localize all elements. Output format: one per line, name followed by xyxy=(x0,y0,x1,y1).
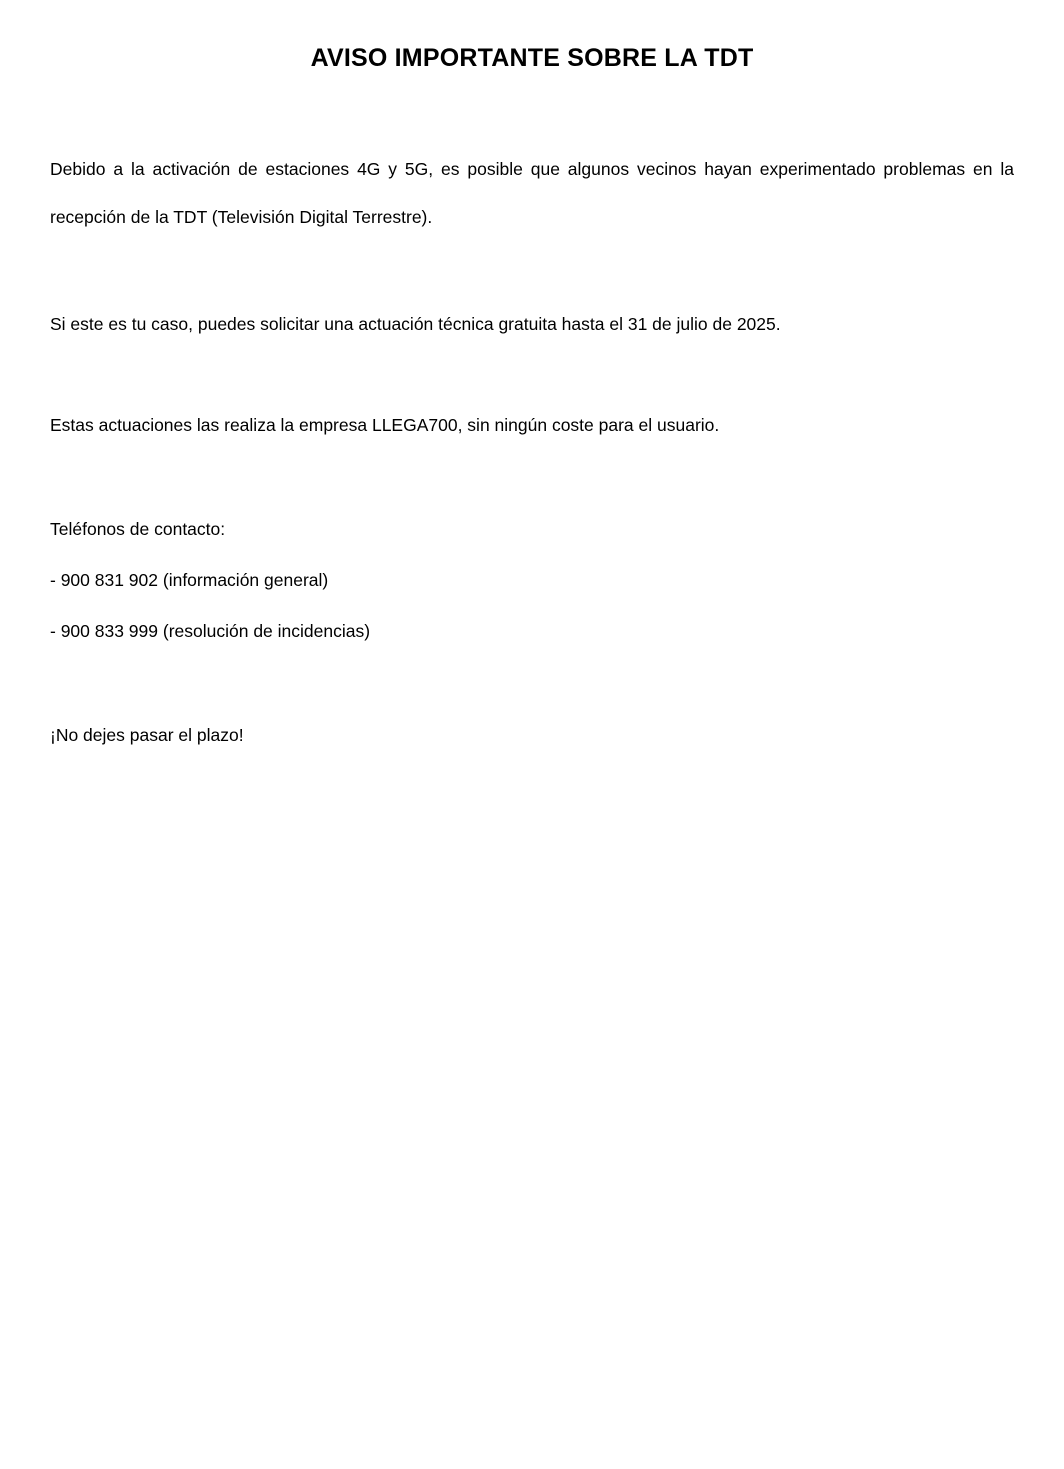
contact-phone-list xyxy=(50,556,1014,655)
contact-heading: Teléfonos de contacto: xyxy=(50,519,226,539)
contact-phone-general: - 900 831 902 (información general) xyxy=(50,570,329,590)
contact-phone-incidents: - 900 833 999 (resolución de incidencias) xyxy=(50,621,371,641)
paragraph-intro: Debido a la activación de estaciones 4G y 5G, es posible que algunos vecinos hayan experimentado problemas en la recepción de la TDT (Televisión Digital Terrestre). xyxy=(50,159,1014,227)
paragraph-company: Estas actuaciones las realiza la empresa LLEGA700, sin ningún coste para el usuario. xyxy=(50,415,720,435)
closing-note: ¡No dejes pasar el plazo! xyxy=(50,725,244,745)
document-title: AVISO IMPORTANTE SOBRE LA TDT xyxy=(310,44,754,72)
paragraph-deadline: Si este es tu caso, puedes solicitar una actuación técnica gratuita hasta el 31 de julio de 2025. xyxy=(50,314,781,334)
